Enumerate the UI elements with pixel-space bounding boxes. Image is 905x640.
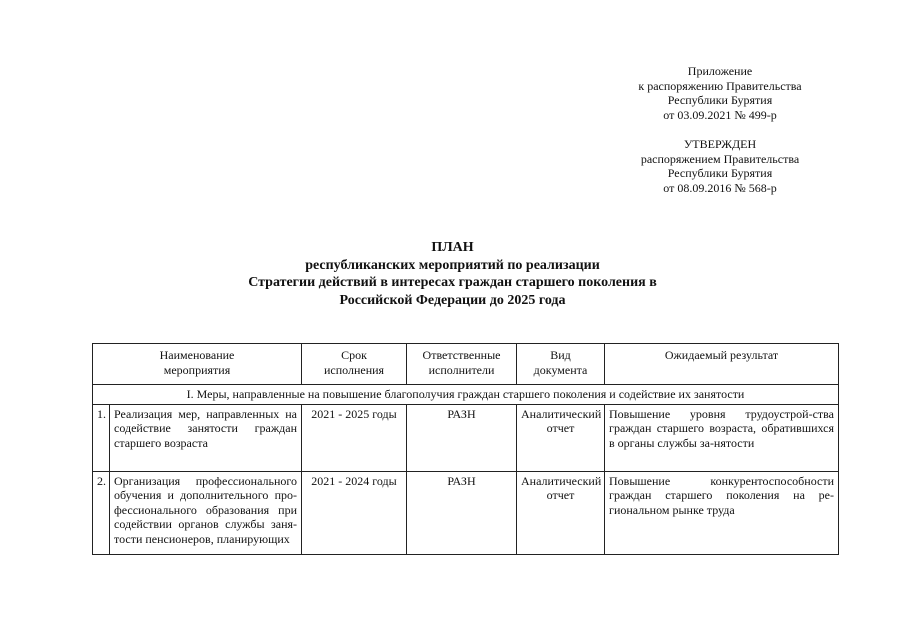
measure-result: Повышение уровня трудоустрой-ства граждан старшего возраста, обратившихся в органы службы за-нятости [605,404,839,471]
table-row [93,471,839,554]
title-line: Российской Федерации до 2025 года [339,292,566,308]
header-name-line: Наименование [159,348,235,362]
measure-doc-type: Аналитический отчет [517,404,605,471]
header-term-line: исполнения [323,362,385,377]
header-doc-type-line: Вид [550,348,571,362]
measure-term: 2021 - 2024 годы [302,471,407,554]
measure-term: 2021 - 2025 годы [302,404,407,471]
measure-result: Повышение конкурентоспособности граждан старшего поколения на ре-гиональном рынке труда [605,471,839,554]
table-row [93,404,839,471]
table-header-row [93,344,839,385]
header-executors-line: Ответственные [422,348,501,362]
header-doc-type [517,344,605,385]
header-term [302,344,407,385]
approval-line: Республики Бурятия [667,166,773,180]
header-doc-type-line: документа [533,362,588,377]
title-line: ПЛАН [431,240,474,255]
measure-name: Организация профессионального обучения и дополнительного про-фессионального образования при содействии органов службы заня-тости пенсионеров, планирующих [110,471,302,554]
approval-line: распоряжением Правительства [640,151,800,166]
appendix-line: к распоряжению Правительства [638,78,802,93]
appendix-line: от 03.09.2021 № 499-р [663,107,777,122]
appendix-line: Республики Бурятия [667,93,773,107]
header-term-line: Срок [341,348,367,362]
header-name-line: мероприятия [163,362,231,377]
measure-executors: РАЗН [407,471,517,554]
plan-table [92,343,839,555]
approval-line: УТВЕРЖДЕН [683,137,757,151]
title-line: республиканских мероприятий по реализации [305,257,600,273]
document-title [0,239,905,309]
approval-line: от 08.09.2016 № 568-р [663,180,777,195]
header-result-line: Ожидаемый результат [664,348,779,362]
section-row [93,385,839,405]
appendix-line: Приложение [687,64,753,78]
header-result [605,344,839,385]
appendix-reference [600,64,840,122]
measure-name: Реализация мер, направленных на содействие занятости граждан старшего возраста [110,404,302,471]
approval-stamp [600,137,840,195]
header-name [93,344,302,385]
section-title: I. Меры, направленные на повышение благополучия граждан старшего поколения и содействие их занятости [93,385,839,405]
row-number: 2. [93,471,110,554]
title-line: Стратегии действий в интересах граждан старшего поколения в [248,275,657,290]
header-executors [407,344,517,385]
header-executors-line: исполнители [428,362,495,377]
measure-doc-type: Аналитический отчет [517,471,605,554]
measure-executors: РАЗН [407,404,517,471]
row-number: 1. [93,404,110,471]
